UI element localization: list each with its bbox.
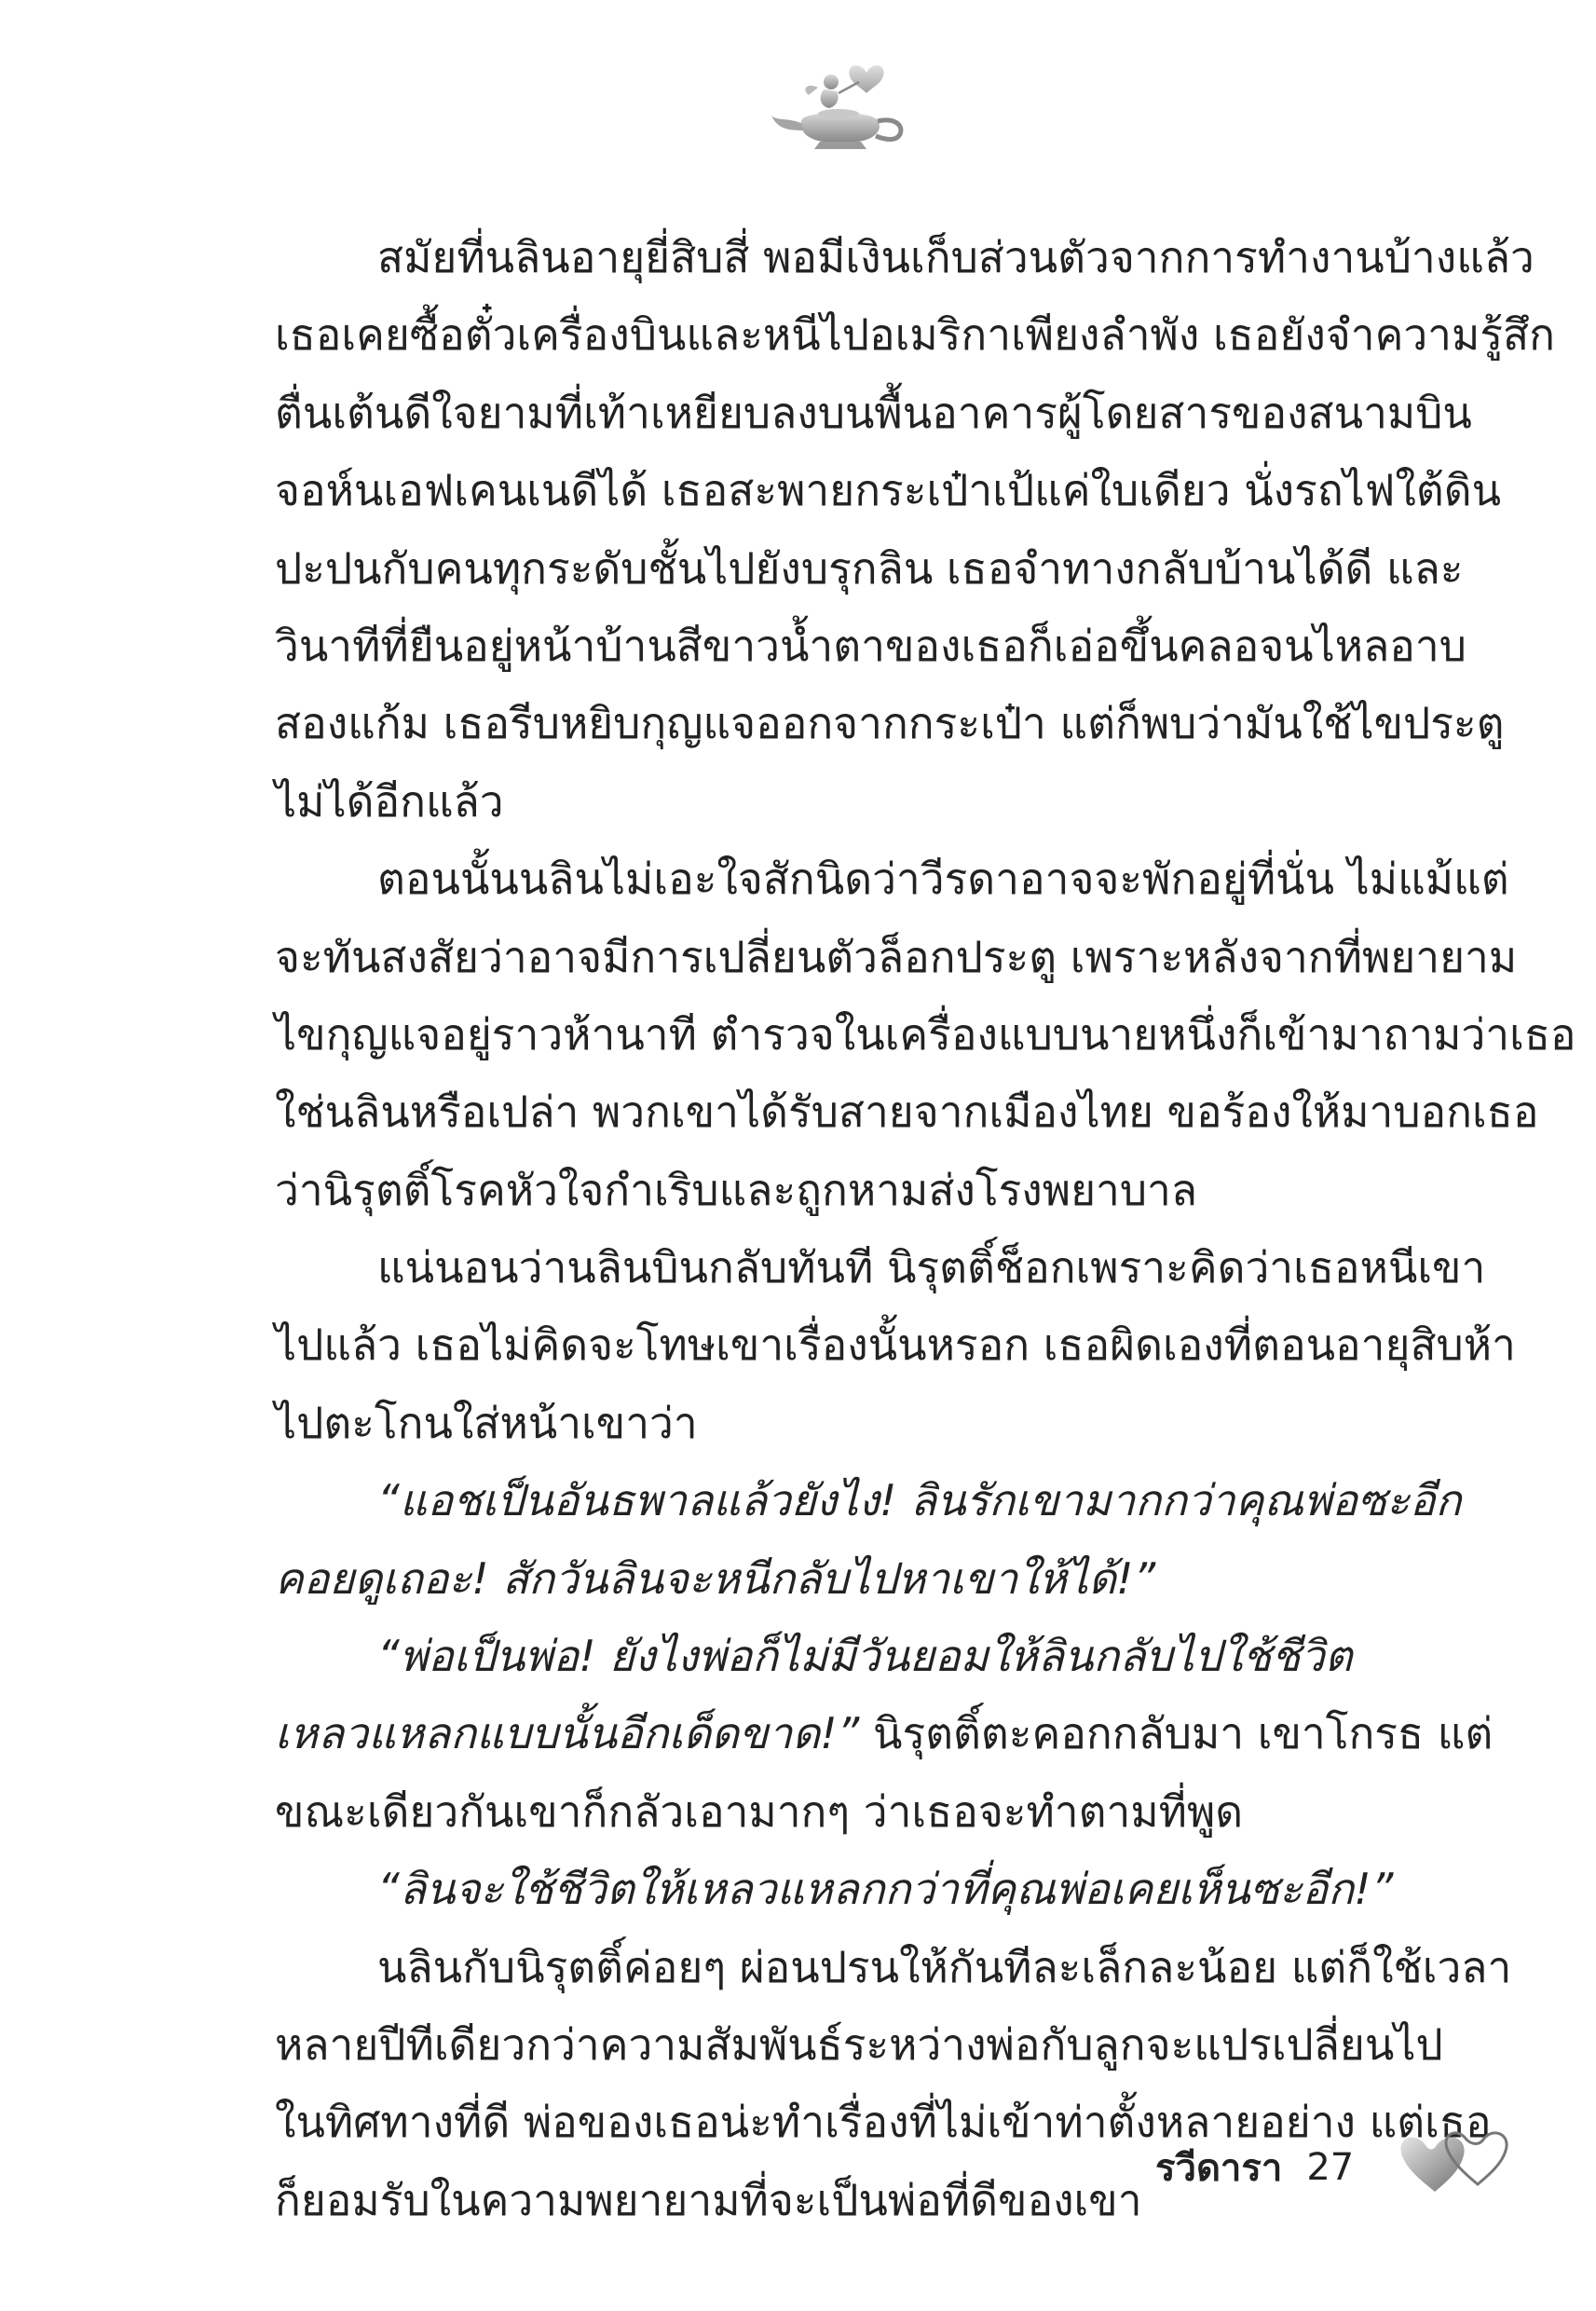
text-line: ว่านิรุตติ์โรคหัวใจกำเริบและถูกหามส่งโรงพยาบาล <box>275 1164 1198 1215</box>
text-line: ตื่นเต้นดีใจยามที่เท้าเหยียบลงบนพื้นอาคารผู้โดยสารของสนามบิน <box>275 387 1472 438</box>
text-line: หลายปีทีเดียวกว่าความสัมพันธ์ระหว่างพ่อกับลูกจะแปรเปลี่ยนไป <box>275 2018 1443 2070</box>
dialogue-line: “พ่อเป็นพ่อ! ยังไงพ่อก็ไม่มีวันยอมให้ลินกลับไปใช้ชีวิต <box>377 1631 1353 1682</box>
text-line: ไม่ได้อีกแล้ว <box>275 775 504 827</box>
text-line: จะทันสงสัยว่าอาจมีการเปลี่ยนตัวล็อกประตู เพราะหลังจากที่พยายาม <box>275 931 1518 982</box>
page-number: 27 <box>1306 2146 1355 2189</box>
dialogue-line: “ลินจะใช้ชีวิตให้เหลวแหลกกว่าที่คุณพ่อเคยเห็นซะอีก!” <box>377 1864 1394 1915</box>
text-line: ไปแล้ว เธอไม่คิดจะโทษเขาเรื่องนั้นหรอก เธอผิดเองที่ตอนอายุสิบห้า <box>275 1320 1516 1371</box>
text-line: นลินกับนิรุตติ์ค่อยๆ ผ่อนปรนให้กันทีละเล็กละน้อย แต่ก็ใช้เวลา <box>377 1941 1512 1992</box>
text-line: ปะปนกับคนทุกระดับชั้นไปยังบรุกลิน เธอจำทางกลับบ้านได้ดี และ <box>275 542 1464 594</box>
text-line: วินาทีที่ยืนอยู่หน้าบ้านสีขาวน้ำตาของเธอก็เอ่อขึ้นคลอจนไหลอาบ <box>275 620 1466 671</box>
text-line: ไปตะโกนใส่หน้าเขาว่า <box>275 1397 698 1448</box>
text-line: ก็ยอมรับในความพยายามที่จะเป็นพ่อที่ดีของเขา <box>275 2174 1142 2225</box>
page-footer <box>1155 2140 1354 2195</box>
text-line: ใช่นลินหรือเปล่า พวกเขาได้รับสายจากเมืองไทย ขอร้องให้มาบอกเธอ <box>275 1087 1539 1138</box>
mixed-line <box>275 1695 1494 1772</box>
text-line: สมัยที่นลินอายุยี่สิบสี่ พอมีเงินเก็บส่วนตัวจากการทำงานบ้างแล้ว <box>377 232 1535 282</box>
dialogue-line: คอยดูเถอะ! สักวันลินจะหนีกลับไปหาเขาให้ได้!” <box>275 1552 1156 1604</box>
double-heart-icon <box>1398 2125 1509 2199</box>
text-line: แน่นอนว่านลินบินกลับทันที นิรุตติ์ช็อกเพราะคิดว่าเธอหนีเขา <box>377 1242 1486 1293</box>
cupid-teapot-icon <box>764 56 932 158</box>
text-line: สองแก้ม เธอรีบหยิบกุญแจออกจากกระเป๋า แต่ก็พบว่ามันใช้ไขประตู <box>275 698 1505 749</box>
dialogue-fragment: เหลวแหลกแบบนั้นอีกเด็ดขาด!” <box>275 1708 860 1759</box>
text-line: ไขกุญแจอยู่ราวห้านาที ตำรวจในเครื่องแบบนายหนึ่งก็เข้ามาถามว่าเธอ <box>275 1008 1576 1060</box>
narration-fragment: นิรุตติ์ตะคอกกลับมา เขาโกรธ แต่ <box>859 1708 1494 1759</box>
text-line: ตอนนั้นนลินไม่เอะใจสักนิดว่าวีรดาอาจจะพักอยู่ที่นั่น ไม่แม้แต่ <box>377 854 1509 905</box>
text-line: จอห์นเอฟเคนเนดีได้ เธอสะพายกระเป๋าเป้แค่ใบเดียว นั่งรถไฟใต้ดิน <box>275 465 1502 516</box>
text-line: ขณะเดียวกันเขาก็กลัวเอามากๆ ว่าเธอจะทำตามที่พูด <box>275 1785 1244 1837</box>
book-title: รวีดารา <box>1155 2147 1283 2190</box>
text-line: เธอเคยซื้อตั๋วเครื่องบินและหนีไปอเมริกาเพียงลำพัง เธอยังจำความรู้สึก <box>275 309 1555 361</box>
dialogue-line: “แอชเป็นอันธพาลแล้วยังไง! ลินรักเขามากกว่าคุณพ่อซะอีก <box>377 1475 1462 1526</box>
text-line: ในทิศทางที่ดี พ่อของเธอน่ะทำเรื่องที่ไม่เข้าท่าตั้งหลายอย่าง แต่เธอ <box>275 2097 1492 2148</box>
body-text <box>275 219 1576 2239</box>
